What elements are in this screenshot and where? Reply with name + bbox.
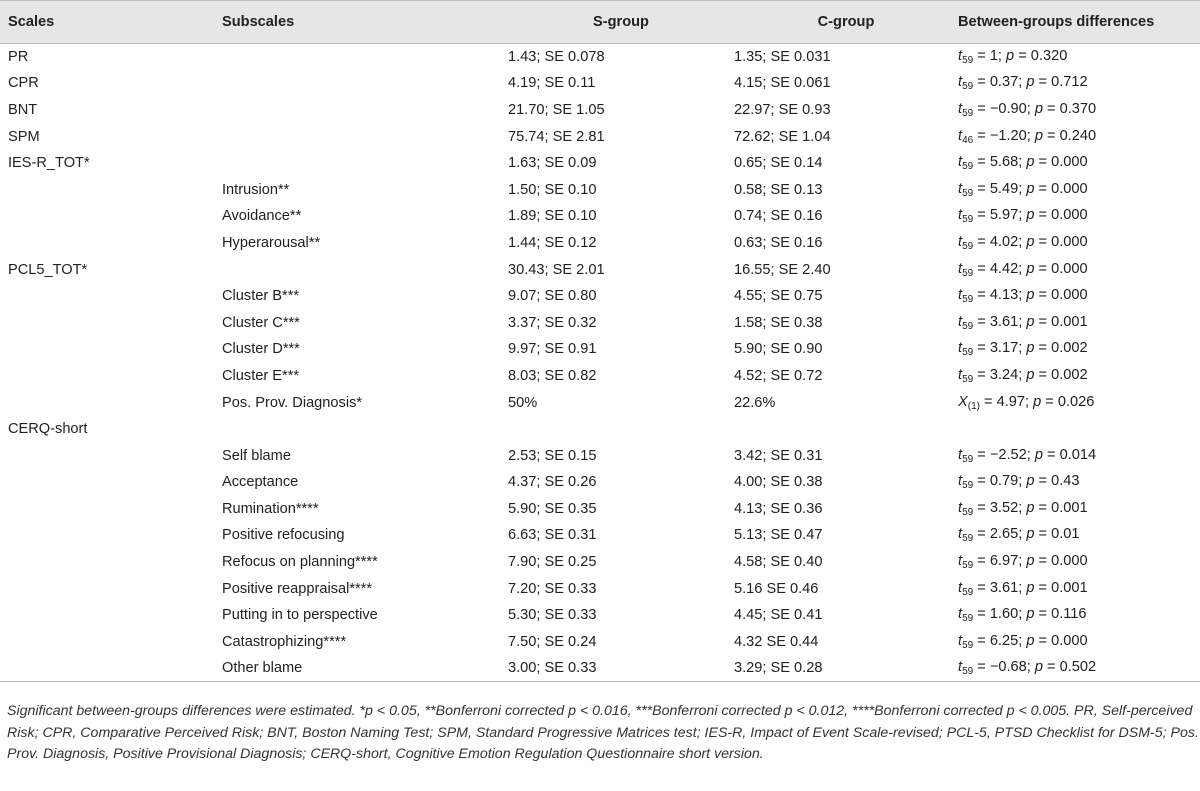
table-row <box>0 629 1200 656</box>
p-value: = 0.000 <box>1034 632 1088 649</box>
table-body <box>0 44 1200 682</box>
s-group-cell <box>508 416 734 443</box>
subscale-cell: Self blame <box>222 447 291 464</box>
degrees-of-freedom: 59 <box>962 240 974 252</box>
subscale-cell: Positive reappraisal**** <box>222 580 373 597</box>
degrees-of-freedom: 59 <box>962 506 974 518</box>
s-group-cell: 1.50; SE 0.10 <box>508 181 597 198</box>
test-statistic-symbol: t <box>958 606 963 623</box>
p-symbol: p <box>1034 127 1043 144</box>
c-group-cell: 72.62; SE 1.04 <box>734 128 831 145</box>
test-statistic-symbol: t <box>958 366 963 383</box>
subscale-cell <box>214 256 508 283</box>
table-row <box>0 442 1200 469</box>
test-statistic-symbol: t <box>958 526 963 543</box>
p-symbol: p <box>1026 499 1035 516</box>
table-row <box>0 283 1200 310</box>
difference-cell <box>958 363 1200 390</box>
scale-cell: PCL5_TOT* <box>8 261 88 278</box>
test-statistic-value: = 3.52; <box>973 499 1027 516</box>
c-group-cell: 4.00; SE 0.38 <box>734 474 823 491</box>
test-statistic-symbol: t <box>958 340 963 357</box>
table-row <box>0 389 1200 416</box>
c-group-cell: 4.32 SE 0.44 <box>734 633 819 650</box>
degrees-of-freedom: 59 <box>962 560 974 572</box>
test-statistic-value: = 6.25; <box>973 632 1027 649</box>
s-group-cell: 3.37; SE 0.32 <box>508 314 597 331</box>
p-value: = 0.712 <box>1034 74 1088 91</box>
difference-cell <box>958 575 1200 602</box>
scale-cell: PR <box>8 49 29 66</box>
c-group-cell: 1.58; SE 0.38 <box>734 314 823 331</box>
test-statistic-symbol: t <box>958 260 963 277</box>
test-statistic-value: = 4.42; <box>973 260 1027 277</box>
test-statistic-symbol: t <box>958 499 963 516</box>
table-footnote: Significant between-groups differences were estimated. *p < 0.05, **Bonferroni corrected p < 0.016, ***Bonferroni corrected p < 0.012, ****Bonferroni corrected p < 0.005. PR, Self-perceived Risk; CPR, Comparative Perceived Risk; BNT, Boston Naming Test; SPM, Standard Progressive Matrices test; IES-R, Impact of Event Scale-revised; PCL-5, PTSD Checklist for DSM-5; Pos. Prov. Diagnosis, Positive Provisional Diagnosis; CERQ-short, Cognitive Emotion Regulation Questionnaire short version. <box>7 703 1199 762</box>
test-statistic-value: = 5.97; <box>973 207 1027 224</box>
p-value: = 0.001 <box>1034 313 1088 330</box>
test-statistic-value: = 3.17; <box>973 340 1027 357</box>
degrees-of-freedom: 59 <box>962 81 974 93</box>
difference-cell <box>958 496 1200 523</box>
test-statistic-symbol: t <box>958 313 963 330</box>
test-statistic-value: = 5.49; <box>973 180 1027 197</box>
c-group-cell: 4.13; SE 0.36 <box>734 500 823 517</box>
p-symbol: p <box>1026 233 1035 250</box>
p-value: = 0.001 <box>1034 579 1088 596</box>
s-group-cell: 75.74; SE 2.81 <box>508 128 605 145</box>
scale-cell <box>0 522 214 549</box>
p-symbol: p <box>1006 48 1015 65</box>
difference-cell <box>958 230 1200 257</box>
p-value: = 0.502 <box>1042 659 1097 676</box>
table-row <box>0 655 1200 682</box>
table-row <box>0 123 1200 150</box>
scale-cell <box>0 549 214 576</box>
c-group-cell: 16.55; SE 2.40 <box>734 261 831 278</box>
difference-cell <box>958 123 1200 150</box>
scale-cell <box>0 283 214 310</box>
table-row <box>0 416 1200 443</box>
s-group-cell: 4.19; SE 0.11 <box>508 75 596 92</box>
s-group-cell: 7.20; SE 0.33 <box>508 580 597 597</box>
scale-cell: CPR <box>8 75 39 92</box>
table-row <box>0 256 1200 283</box>
scale-cell <box>0 442 214 469</box>
c-group-cell: 3.29; SE 0.28 <box>734 655 958 682</box>
s-group-cell: 6.63; SE 0.31 <box>508 527 597 544</box>
scale-cell <box>0 309 214 336</box>
scale-cell <box>0 629 214 656</box>
scale-cell: SPM <box>8 128 40 145</box>
difference-cell <box>958 150 1200 177</box>
scale-cell <box>0 575 214 602</box>
difference-cell <box>958 176 1200 203</box>
p-value: = 0.370 <box>1042 100 1097 117</box>
table-row <box>0 575 1200 602</box>
test-statistic-symbol: t <box>958 233 963 250</box>
table-row <box>0 203 1200 230</box>
test-statistic-value: = 2.65; <box>973 526 1027 543</box>
subscale-cell: Cluster E*** <box>222 367 300 384</box>
test-statistic-value: = −0.90; <box>973 100 1035 117</box>
header-between-groups: Between-groups differences <box>958 1 1200 44</box>
table-row <box>0 522 1200 549</box>
degrees-of-freedom: 59 <box>962 55 974 67</box>
p-symbol: p <box>1034 446 1043 463</box>
test-statistic-symbol: X <box>958 393 968 410</box>
p-value: = 0.001 <box>1034 499 1088 516</box>
p-value: = 0.026 <box>1041 393 1095 410</box>
p-symbol: p <box>1026 74 1035 91</box>
p-value: = 0.000 <box>1034 260 1088 277</box>
degrees-of-freedom: 59 <box>962 480 974 492</box>
test-statistic-value: = −0.68; <box>973 659 1035 676</box>
subscale-cell: Catastrophizing**** <box>222 633 347 650</box>
s-group-cell: 5.30; SE 0.33 <box>508 607 597 624</box>
p-value: = 0.000 <box>1034 154 1088 171</box>
test-statistic-symbol: t <box>958 74 963 91</box>
test-statistic-value: = 3.61; <box>973 579 1027 596</box>
degrees-of-freedom: 59 <box>962 267 974 279</box>
subscale-cell: Pos. Prov. Diagnosis* <box>222 394 363 411</box>
p-symbol: p <box>1026 340 1035 357</box>
s-group-cell: 3.00; SE 0.33 <box>508 655 734 682</box>
table-row <box>0 549 1200 576</box>
difference-cell <box>958 522 1200 549</box>
header-subscales: Subscales <box>214 1 508 44</box>
test-statistic-value: = 3.24; <box>973 366 1027 383</box>
s-group-cell: 8.03; SE 0.82 <box>508 367 597 384</box>
subscale-cell: Acceptance <box>222 474 299 491</box>
p-symbol: p <box>1026 260 1035 277</box>
difference-cell <box>958 416 1200 443</box>
difference-cell <box>958 256 1200 283</box>
test-statistic-value: = −2.52; <box>973 446 1035 463</box>
test-statistic-value: = 6.97; <box>973 553 1027 570</box>
table-row <box>0 70 1200 97</box>
table-row <box>0 496 1200 523</box>
test-statistic-symbol: t <box>958 100 963 117</box>
subscale-cell: Hyperarousal** <box>222 234 321 251</box>
s-group-cell: 1.43; SE 0.078 <box>508 49 605 66</box>
scale-cell <box>0 230 214 257</box>
degrees-of-freedom: 59 <box>962 613 974 625</box>
degrees-of-freedom: 59 <box>962 294 974 306</box>
subscale-cell <box>214 70 508 97</box>
subscale-cell: Refocus on planning**** <box>222 554 378 571</box>
test-statistic-symbol: t <box>958 632 963 649</box>
subscale-cell: Avoidance** <box>222 208 302 225</box>
difference-cell <box>958 336 1200 363</box>
subscale-cell: Intrusion** <box>222 181 290 198</box>
subscale-cell: Putting in to perspective <box>222 607 378 624</box>
test-statistic-symbol: t <box>958 659 963 676</box>
scale-cell <box>0 496 214 523</box>
subscale-cell <box>214 44 508 71</box>
p-value: = 0.002 <box>1034 340 1088 357</box>
s-group-cell: 9.97; SE 0.91 <box>508 341 597 358</box>
test-statistic-symbol: t <box>958 48 963 65</box>
c-group-cell: 22.97; SE 0.93 <box>734 101 831 118</box>
table-row <box>0 363 1200 390</box>
degrees-of-freedom: 59 <box>962 161 974 173</box>
p-symbol: p <box>1026 207 1035 224</box>
scale-cell <box>0 655 214 682</box>
test-statistic-value: = 4.13; <box>973 287 1027 304</box>
p-symbol: p <box>1026 632 1035 649</box>
test-statistic-value: = 3.61; <box>973 313 1027 330</box>
test-statistic-value: = 0.79; <box>973 473 1027 490</box>
subscale-cell <box>214 150 508 177</box>
degrees-of-freedom: 59 <box>962 214 974 226</box>
s-group-cell: 1.44; SE 0.12 <box>508 234 597 251</box>
p-symbol: p <box>1026 366 1035 383</box>
p-value: = 0.002 <box>1034 366 1088 383</box>
test-statistic-symbol: t <box>958 127 963 144</box>
p-value: = 0.240 <box>1042 127 1097 144</box>
scale-cell: BNT <box>8 101 38 118</box>
difference-cell <box>958 549 1200 576</box>
c-group-cell: 4.52; SE 0.72 <box>734 367 823 384</box>
table-header <box>0 1 1200 44</box>
degrees-of-freedom: 46 <box>962 134 974 146</box>
test-statistic-symbol: t <box>958 473 963 490</box>
c-group-cell: 0.58; SE 0.13 <box>734 181 823 198</box>
p-value: = 0.116 <box>1034 606 1087 623</box>
c-group-cell: 4.55; SE 0.75 <box>734 288 823 305</box>
p-symbol: p <box>1026 313 1035 330</box>
s-group-cell: 5.90; SE 0.35 <box>508 500 597 517</box>
degrees-of-freedom: (1) <box>967 400 980 412</box>
s-group-cell: 7.90; SE 0.25 <box>508 554 597 571</box>
s-group-cell: 7.50; SE 0.24 <box>508 633 597 650</box>
c-group-cell: 4.58; SE 0.40 <box>734 554 823 571</box>
p-value: = 0.000 <box>1034 233 1088 250</box>
test-statistic-value: = 5.68; <box>973 154 1027 171</box>
subscale-cell: Cluster D*** <box>222 341 300 358</box>
test-statistic-value: = 1; <box>973 48 1007 65</box>
p-value: = 0.000 <box>1034 287 1088 304</box>
c-group-cell: 5.90; SE 0.90 <box>734 341 823 358</box>
p-value: = 0.014 <box>1042 446 1097 463</box>
test-statistic-symbol: t <box>958 446 963 463</box>
table-row <box>0 44 1200 71</box>
table-row <box>0 150 1200 177</box>
difference-cell <box>958 283 1200 310</box>
difference-cell <box>958 97 1200 124</box>
p-symbol: p <box>1026 526 1035 543</box>
scale-cell: CERQ-short <box>8 421 88 438</box>
p-value: = 0.01 <box>1034 526 1080 543</box>
p-symbol: p <box>1026 606 1035 623</box>
p-symbol: p <box>1026 553 1035 570</box>
test-statistic-symbol: t <box>958 287 963 304</box>
scale-cell <box>0 203 214 230</box>
scale-cell <box>0 336 214 363</box>
table-row <box>0 602 1200 629</box>
degrees-of-freedom: 59 <box>962 533 974 545</box>
difference-cell <box>958 469 1200 496</box>
test-statistic-symbol: t <box>958 180 963 197</box>
degrees-of-freedom: 59 <box>962 373 974 385</box>
difference-cell <box>958 203 1200 230</box>
scale-cell <box>0 389 214 416</box>
p-symbol: p <box>1034 100 1043 117</box>
difference-cell <box>958 629 1200 656</box>
table-row <box>0 469 1200 496</box>
c-group-cell: 0.74; SE 0.16 <box>734 208 823 225</box>
header-row <box>0 1 1200 44</box>
degrees-of-freedom: 59 <box>962 586 974 598</box>
test-statistic-value: = 4.97; <box>979 393 1034 410</box>
p-value: = 0.320 <box>1014 48 1068 65</box>
scale-cell <box>0 176 214 203</box>
c-group-cell: 22.6% <box>734 394 776 411</box>
test-statistic-symbol: t <box>958 154 963 171</box>
table-row <box>0 176 1200 203</box>
p-value: = 0.000 <box>1034 180 1088 197</box>
test-statistic-value: = 4.02; <box>973 233 1027 250</box>
subscale-cell <box>214 416 508 443</box>
table-row <box>0 336 1200 363</box>
test-statistic-symbol: t <box>958 553 963 570</box>
p-symbol: p <box>1034 659 1043 676</box>
scale-cell <box>0 469 214 496</box>
difference-cell <box>958 442 1200 469</box>
s-group-cell: 1.89; SE 0.10 <box>508 208 597 225</box>
header-c-group: C-group <box>734 1 958 44</box>
test-statistic-symbol: t <box>958 207 963 224</box>
p-value: = 0.000 <box>1034 553 1088 570</box>
s-group-cell: 2.53; SE 0.15 <box>508 447 597 464</box>
s-group-cell: 50% <box>508 394 538 411</box>
p-symbol: p <box>1026 579 1035 596</box>
scale-cell <box>0 602 214 629</box>
c-group-cell: 3.42; SE 0.31 <box>734 447 823 464</box>
test-statistic-symbol: t <box>958 579 963 596</box>
degrees-of-freedom: 59 <box>962 320 974 332</box>
difference-cell <box>958 655 1200 682</box>
table-row <box>0 230 1200 257</box>
difference-cell <box>958 70 1200 97</box>
degrees-of-freedom: 59 <box>962 666 974 678</box>
test-statistic-value: = 0.37; <box>973 74 1027 91</box>
subscale-cell: Positive refocusing <box>222 527 345 544</box>
c-group-cell: 1.35; SE 0.031 <box>734 49 831 66</box>
s-group-cell: 4.37; SE 0.26 <box>508 474 597 491</box>
table-row <box>0 97 1200 124</box>
p-symbol: p <box>1026 287 1035 304</box>
difference-cell <box>958 44 1200 71</box>
p-symbol: p <box>1026 473 1035 490</box>
degrees-of-freedom: 59 <box>962 453 974 465</box>
p-value: = 0.43 <box>1034 473 1080 490</box>
test-statistic-value: = 1.60; <box>973 606 1027 623</box>
difference-cell <box>958 309 1200 336</box>
degrees-of-freedom: 59 <box>962 347 974 359</box>
p-symbol: p <box>1033 393 1042 410</box>
scale-cell: IES-R_TOT* <box>8 155 90 172</box>
subscale-cell: Rumination**** <box>222 500 319 517</box>
subscale-cell: Cluster C*** <box>222 314 300 331</box>
p-symbol: p <box>1026 180 1035 197</box>
subscale-cell <box>214 97 508 124</box>
degrees-of-freedom: 59 <box>962 107 974 119</box>
c-group-cell <box>734 416 958 443</box>
s-group-cell: 1.63; SE 0.09 <box>508 155 597 172</box>
c-group-cell: 4.45; SE 0.41 <box>734 607 823 624</box>
s-group-cell: 30.43; SE 2.01 <box>508 261 605 278</box>
p-value: = 0.000 <box>1034 207 1088 224</box>
difference-cell <box>958 602 1200 629</box>
subscale-cell: Cluster B*** <box>222 288 300 305</box>
c-group-cell: 4.15; SE 0.061 <box>734 75 831 92</box>
c-group-cell: 0.65; SE 0.14 <box>734 155 823 172</box>
scale-cell <box>0 363 214 390</box>
table-row <box>0 309 1200 336</box>
c-group-cell: 5.16 SE 0.46 <box>734 580 819 597</box>
subscale-cell: Other blame <box>214 655 508 682</box>
difference-cell <box>958 389 1200 416</box>
p-symbol: p <box>1026 154 1035 171</box>
test-statistic-value: = −1.20; <box>973 127 1035 144</box>
c-group-cell: 5.13; SE 0.47 <box>734 527 823 544</box>
s-group-cell: 9.07; SE 0.80 <box>508 288 597 305</box>
header-s-group: S-group <box>508 1 734 44</box>
degrees-of-freedom: 59 <box>962 187 974 199</box>
c-group-cell: 0.63; SE 0.16 <box>734 234 823 251</box>
s-group-cell: 21.70; SE 1.05 <box>508 101 605 118</box>
subscale-cell <box>214 123 508 150</box>
header-scales: Scales <box>0 1 214 44</box>
degrees-of-freedom: 59 <box>962 639 974 651</box>
